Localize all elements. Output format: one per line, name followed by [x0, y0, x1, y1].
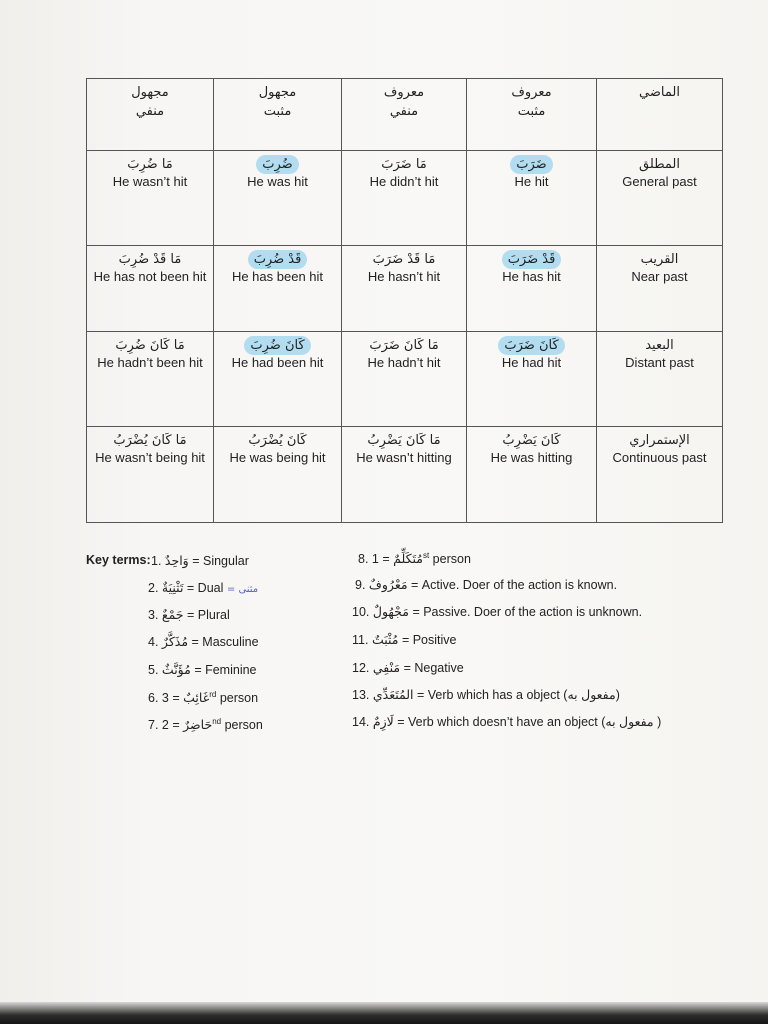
highlight-mark: قَدْ ضَرَبَ	[502, 250, 562, 269]
table-cell: كَانَ يَضْرِبُ He was hitting	[467, 427, 597, 523]
list-item: 6. غَائِبٌ = 3 $^{rd}$ person	[148, 690, 259, 706]
list-item: 14. لَازِمٌ = Verb which doesn’t have an object (مفعول به )	[352, 714, 662, 729]
list-item: 2. تَثْنِيَةٌ = Dual = مثنى	[148, 580, 259, 595]
page-edge-shadow	[0, 1002, 768, 1024]
list-item: 3. جَمْعٌ = Plural	[148, 607, 230, 622]
table-cell: مَا قَدْ ضُرِبَ He has not been hit	[87, 246, 214, 332]
table-cell: كَانَ يُضْرَبُ He was being hit	[214, 427, 342, 523]
row-label: الإستمراري Continuous past	[597, 427, 723, 523]
table-cell: ضُرِبَ He was hit	[214, 151, 342, 246]
table-cell: مَا كَانَ يُضْرَبُ He wasn’t being hit	[87, 427, 214, 523]
header-cell: معروف منفي	[342, 79, 467, 151]
highlight-mark: كَانَ ضَرَبَ	[498, 336, 564, 355]
row-label: القريب Near past	[597, 246, 723, 332]
table-cell: مَا ضُرِبَ He wasn’t hit	[87, 151, 214, 246]
highlight-mark: قَدْ ضُرِبَ	[248, 250, 308, 269]
table-cell: ضَرَبَ He hit	[467, 151, 597, 246]
list-item: 4. مُذَكَّرٌ = Masculine	[148, 634, 259, 649]
table-cell: مَا كَانَ يَضْرِبُ He wasn’t hitting	[342, 427, 467, 523]
header-cell: مجهول منفي	[87, 79, 214, 151]
highlight-mark: ضُرِبَ	[256, 155, 298, 174]
list-item: 12. مَنْفِي = Negative	[352, 660, 464, 675]
list-item: 10. مَجْهُولٌ = Passive. Doer of the action is unknown.	[352, 604, 643, 619]
handwritten-note: = مثنى	[226, 584, 259, 595]
header-cell: معروف مثبت	[467, 79, 597, 151]
table-cell: مَا كَانَ ضُرِبَ He hadn’t been hit	[87, 332, 214, 427]
table-cell: مَا قَدْ ضَرَبَ He hasn’t hit	[342, 246, 467, 332]
row-label: البعيد Distant past	[597, 332, 723, 427]
list-item: 5. مُؤَنَّثٌ = Feminine	[148, 662, 257, 677]
highlight-mark: كَانَ ضُرِبَ	[244, 336, 310, 355]
list-item: 11. مُثْبَتٌ = Positive	[352, 632, 457, 647]
list-item: 8. مُتَكَلِّمٌ = 1 $^{st}$ person	[358, 551, 471, 567]
table-cell: كَانَ ضُرِبَ He had been hit	[214, 332, 342, 427]
table-cell: قَدْ ضَرَبَ He has hit	[467, 246, 597, 332]
list-item: 9. مَعْرُوفٌ = Active. Doer of the action is known.	[355, 577, 618, 592]
table-cell: مَا كَانَ ضَرَبَ He hadn’t hit	[342, 332, 467, 427]
header-cell-past: الماضي	[597, 79, 723, 151]
list-item: 7. حَاضِرٌ = 2 $^{nd}$ person	[148, 717, 263, 733]
table-cell: كَانَ ضَرَبَ He had hit	[467, 332, 597, 427]
row-label: المطلق General past	[597, 151, 723, 246]
list-item: 1. وَاحِدٌ = Singular	[151, 553, 249, 568]
list-item: 13. المُتَعَدِّي = Verb which has a object (مفعول به)	[352, 687, 620, 702]
table-cell: قَدْ ضُرِبَ He has been hit	[214, 246, 342, 332]
key-terms-heading: Key terms:	[86, 553, 151, 567]
table-cell: مَا ضَرَبَ He didn’t hit	[342, 151, 467, 246]
header-cell: مجهول مثبت	[214, 79, 342, 151]
highlight-mark: ضَرَبَ	[510, 155, 552, 174]
